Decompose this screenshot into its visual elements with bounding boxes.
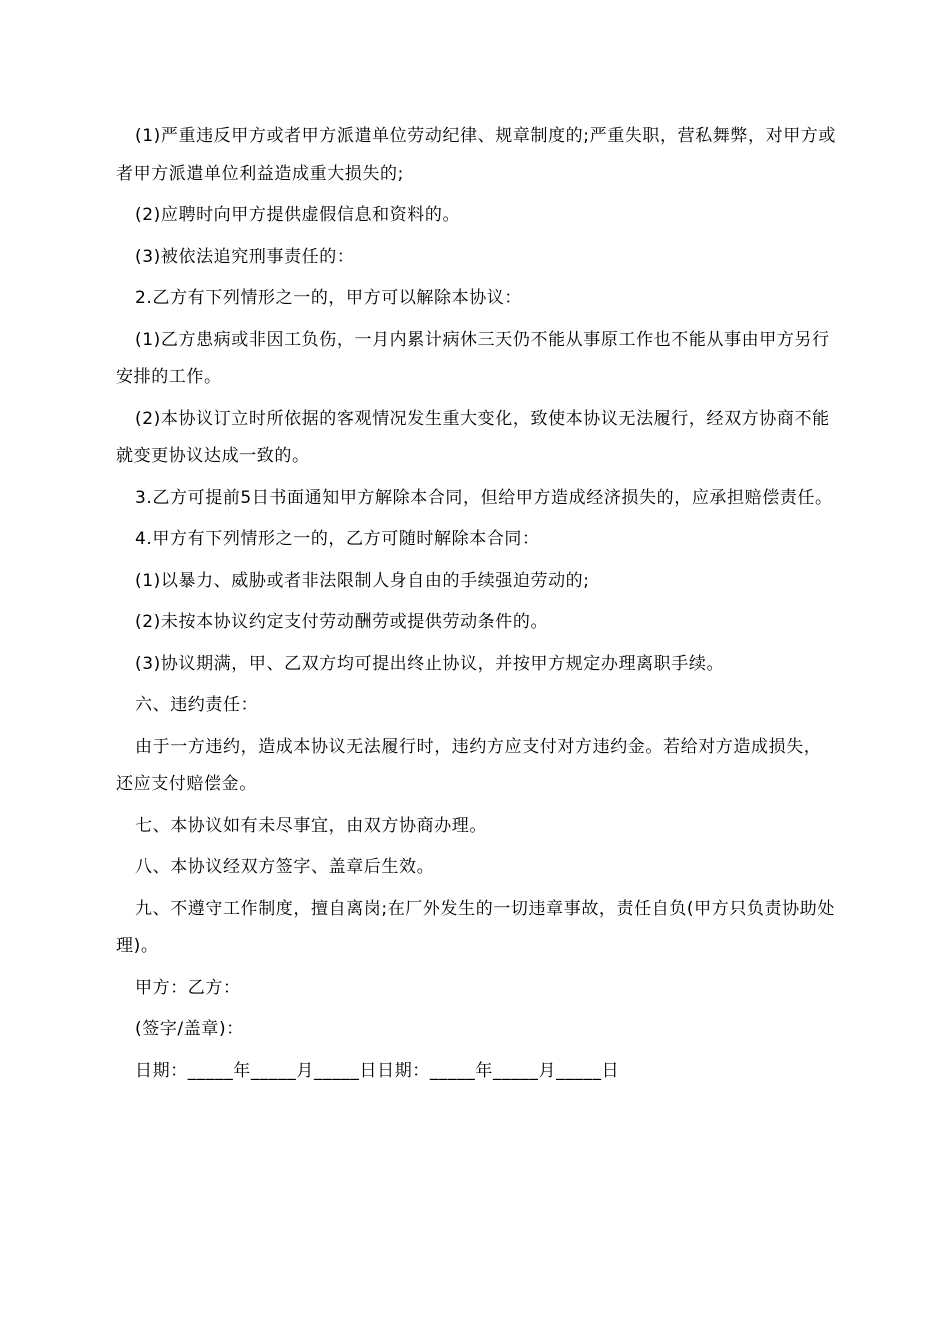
clause-1-2: (2)应聘时向甲方提供虚假信息和资料的。 [135, 205, 461, 225]
clause-1-1: (1)严重违反甲方或者甲方派遣单位劳动纪律、规章制度的;严重失职，营私舞弊，对甲方或者甲方派遣单位利益造成重大损失的; [116, 126, 837, 184]
signature-stamp-label: (签字/盖章)： [135, 1019, 244, 1039]
section-8: 八、本协议经双方签字、盖章后生效。 [135, 857, 435, 877]
clause-2-1: (1)乙方患病或非因工负伤，一月内累计病休三天仍不能从事原工作也不能从事由甲方另行安排的工作。 [116, 329, 830, 387]
section-6-heading: 六、违约责任： [135, 695, 259, 715]
clause-2-2: (2)本协议订立时所依据的客观情况发生重大变化，致使本协议无法履行，经双方协商不能就变更协议达成一致的。 [116, 408, 830, 466]
section-9: 九、不遵守工作制度，擅自离岗;在厂外发生的一切违章事故，责任自负(甲方只负责协助处理)。 [116, 898, 835, 956]
section-6-body: 由于一方违约，造成本协议无法履行时，违约方应支付对方违约金。若给对方造成损失，还应支付赔偿金。 [116, 736, 822, 794]
date-line: 日期：_____年_____月_____日日期：_____年_____月_____日 [135, 1060, 620, 1081]
clause-2-heading: 2.乙方有下列情形之一的，甲方可以解除本协议： [135, 288, 523, 308]
clause-1-3: (3)被依法追究刑事责任的： [135, 246, 355, 267]
clause-4-1: (1)以暴力、威胁或者非法限制人身自由的手续强迫劳动的; [135, 570, 590, 591]
section-7: 七、本协议如有未尽事宜，由双方协商办理。 [135, 815, 487, 836]
clause-4-2: (2)未按本协议约定支付劳动酬劳或提供劳动条件的。 [135, 612, 549, 632]
clause-3: 3.乙方可提前5日书面通知甲方解除本合同，但给甲方造成经济损失的，应承担赔偿责任。 [135, 487, 833, 508]
clause-4-3: (3)协议期满，甲、乙双方均可提出终止协议，并按甲方规定办理离职手续。 [135, 653, 725, 674]
party-labels: 甲方：乙方： [135, 977, 241, 998]
clause-4-heading: 4.甲方有下列情形之一的，乙方可随时解除本合同： [135, 529, 540, 549]
document-body [116, 118, 838, 1094]
